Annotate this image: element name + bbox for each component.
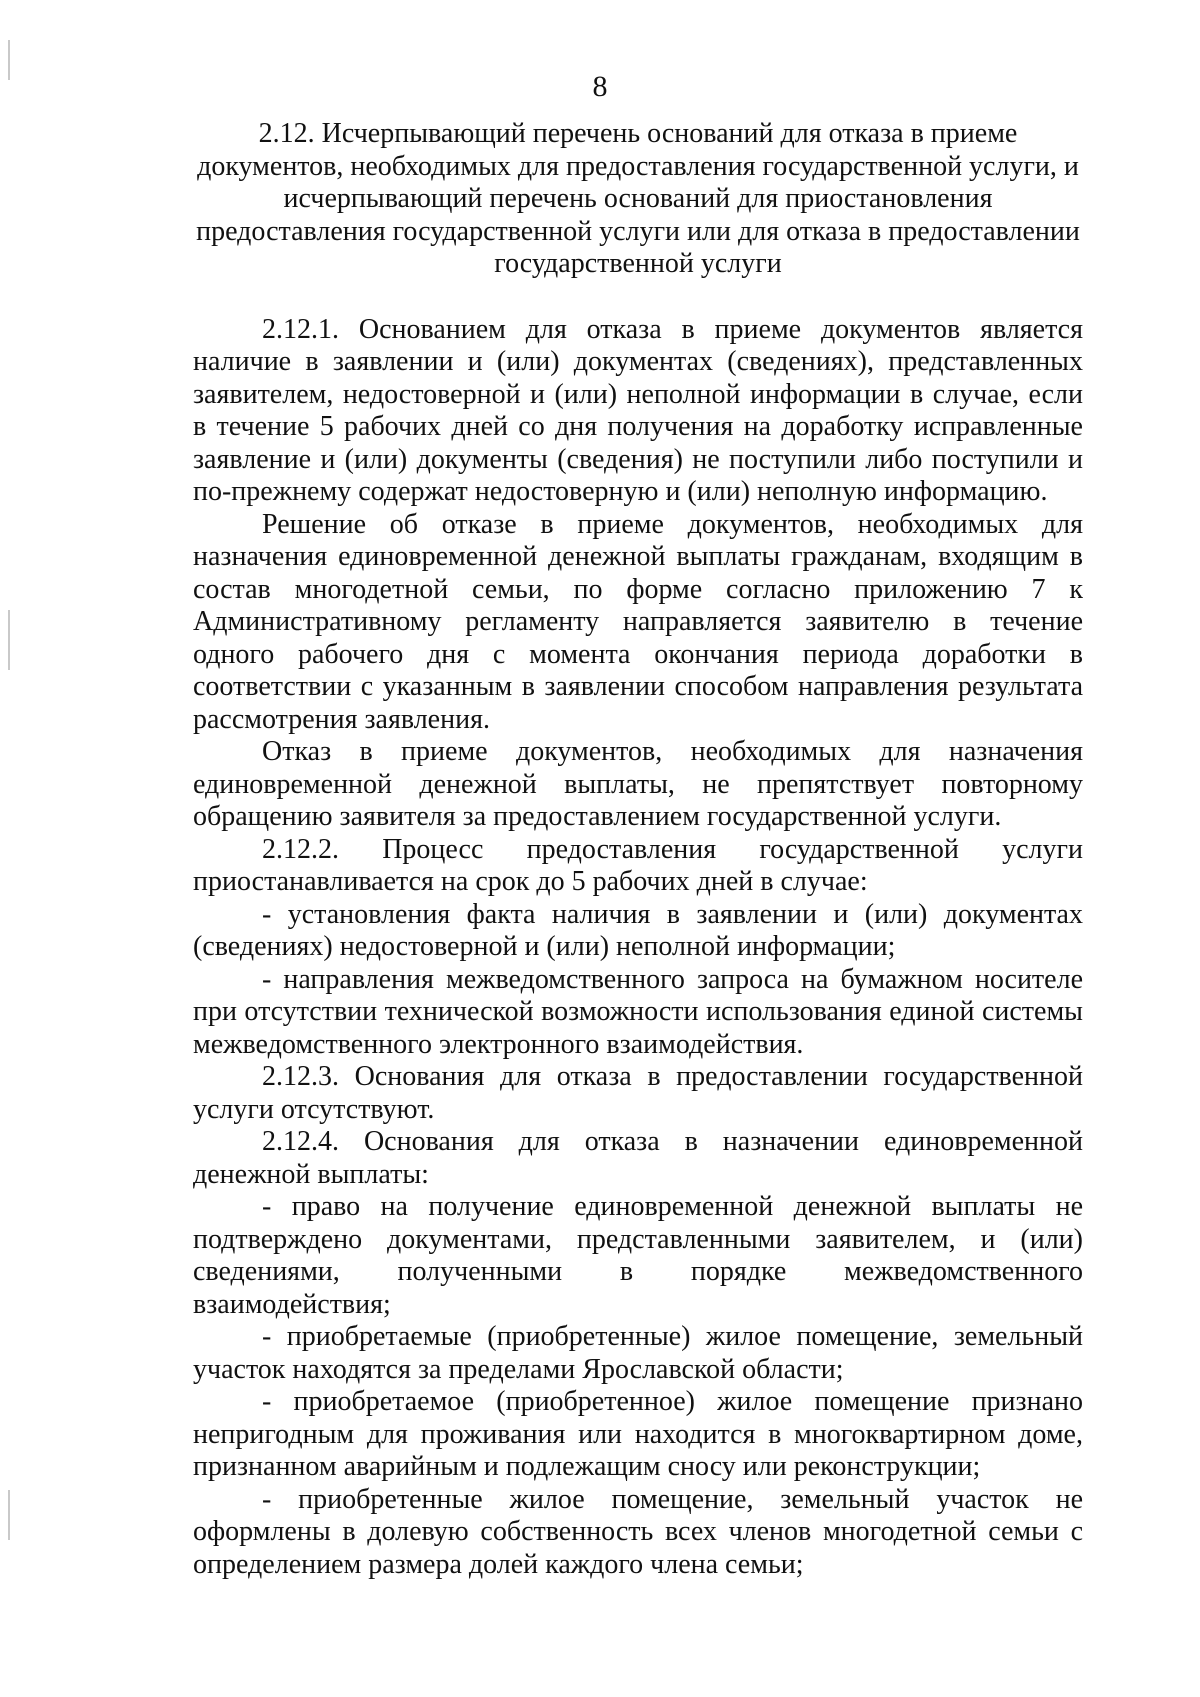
paragraph: Отказ в приеме документов, необходимых для назначения единовременной денежной выплаты, не препятствует повторному обращению заявителя за предоставлением государственной услуги. [193,736,1083,832]
paragraph: Решение об отказе в приеме документов, необходимых для назначения единовременной денежной выплаты гражданам, входящим в состав многодетной семьи, по форме согласно приложению 7 к Административному регламенту направляется заявителю в течение одного рабочего дня с момента окончания периода доработки в соответствии с указанным в заявлении способом направления результата рассмотрения заявления. [193,508,1083,735]
list-item: - приобретаемые (приобретенные) жилое помещение, земельный участок находятся за пределами Ярославской области; [193,1321,1083,1385]
list-item: - приобретенные жилое помещение, земельный участок не оформлены в долевую собственность всех членов многодетной семьи с определением размера долей каждого члена семьи; [193,1483,1083,1580]
document-body [193,118,1083,1581]
paragraph: 2.12.3. Основания для отказа в предоставлении государственной услуги отсутствуют. [193,1061,1083,1125]
list-item: - направления межведомственного запроса на бумажном носителе при отсутствии технической возможности использования единой системы межведомственного электронного взаимодействия. [193,963,1083,1060]
paragraph: 2.12.1. Основанием для отказа в приеме документов является наличие в заявлении и (или) документах (сведениях), представленных заявителем, недостоверной и (или) неполной информации в случае, если в течение 5 рабочих дней со дня получения на доработку исправленные заявление и (или) документы (сведения) не поступили либо поступили и по-прежнему содержат недостоверную и (или) неполную информацию. [193,313,1083,507]
list-item: - установления факта наличия в заявлении и (или) документах (сведениях) недостоверной и (или) неполной информации; [193,898,1083,962]
scan-edge-mark [8,1490,10,1540]
page-number: 8 [592,70,608,103]
list-item: - право на получение единовременной денежной выплаты не подтверждено документами, представленными заявителем, и (или) сведениями, полученными в порядке межведомственного взаимодействия; [193,1191,1083,1320]
list-item: - приобретаемое (приобретенное) жилое помещение признано непригодным для проживания или находится в многоквартирном доме, признанном аварийным и подлежащим сносу или реконструкции; [193,1386,1083,1482]
paragraph: 2.12.2. Процесс предоставления государственной услуги приостанавливается на срок до 5 рабочих дней в случае: [193,833,1083,897]
paragraph: 2.12.4. Основания для отказа в назначении единовременной денежной выплаты: [193,1126,1083,1190]
section-heading: 2.12. Исчерпывающий перечень оснований для отказа в приеме документов, необходимых для предоставления государственной услуги, и исчерпывающий перечень оснований для приостановления предоставления государственной услуги или для отказа в предоставлении государственной услуги [196,118,1080,279]
scan-edge-mark [8,610,10,670]
